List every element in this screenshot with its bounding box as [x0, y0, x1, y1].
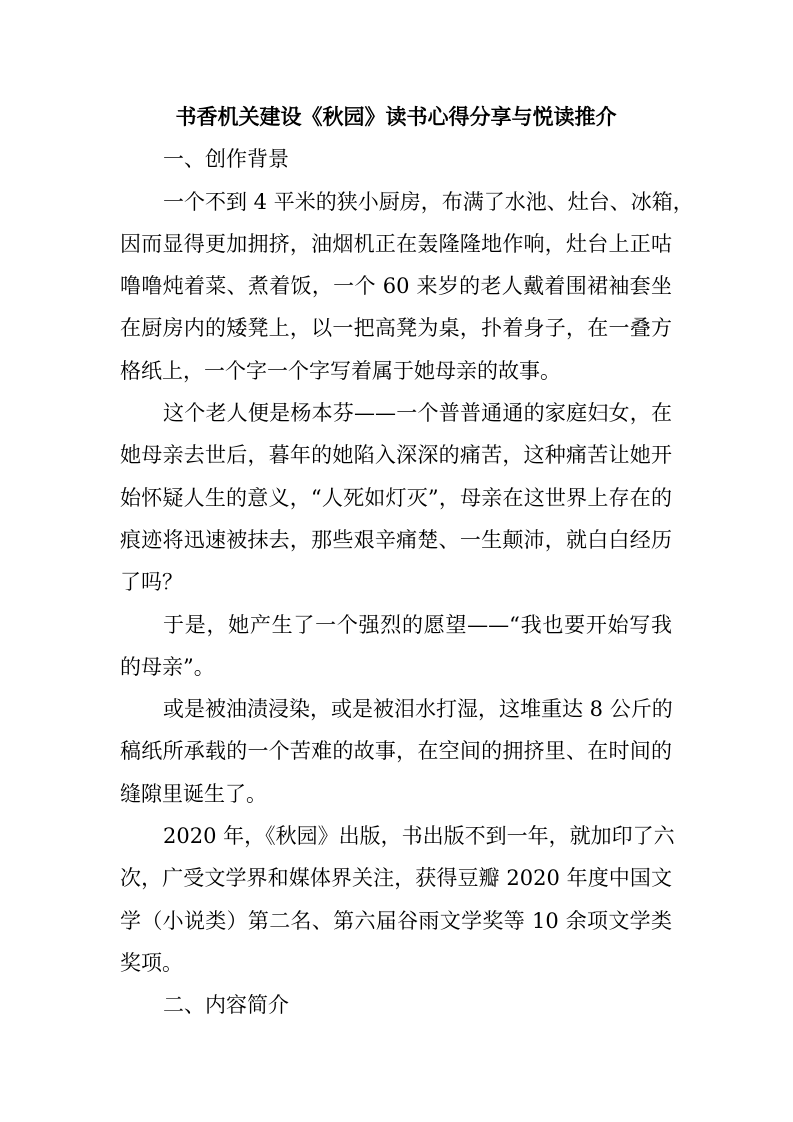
section-heading: 二、内容简介	[163, 993, 289, 1018]
paragraph-line: 或是被油渍浸染，或是被泪水打湿，这堆重达 8 公斤的	[163, 697, 673, 722]
paragraph	[120, 181, 694, 392]
paragraph-line: 痕迹将迅速被抹去，那些艰辛痛楚、一生颠沛，就白白经历	[120, 527, 672, 552]
paragraph-line: 她母亲去世后，暮年的她陷入深深的痛苦，这种痛苦让她开	[120, 443, 672, 468]
paragraph-line: 了吗？	[120, 570, 183, 595]
paragraph-line: 奖项。	[120, 950, 183, 975]
paragraph	[120, 688, 672, 815]
paragraph-line: 缝隙里诞生了。	[120, 781, 267, 806]
paragraph-line: 噜噜炖着菜、煮着饭，一个 60 来岁的老人戴着围裙袖套坐	[120, 274, 672, 299]
document-body	[120, 96, 694, 1027]
section-heading: 一、创作背景	[163, 147, 289, 172]
paragraph-line: 始怀疑人生的意义，“人死如灯灭”，母亲在这世界上存在的	[120, 485, 672, 510]
paragraph	[120, 392, 672, 603]
document-title: 书香机关建设《秋园》读书心得分享与悦读推介	[175, 104, 617, 129]
paragraph-line: 学（小说类）第二名、第六届谷雨文学奖等 10 余项文学类	[120, 908, 672, 933]
paragraph-line: 于是，她产生了一个强烈的愿望——“我也要开始写我	[163, 612, 672, 637]
paragraph-line: 一个不到 4 平米的狭小厨房，布满了水池、灶台、冰箱，	[163, 189, 694, 214]
paragraph	[120, 815, 675, 984]
paragraph-line: 因而显得更加拥挤，油烟机正在轰隆隆地作响，灶台上正咕	[120, 231, 672, 256]
paragraph-line: 在厨房内的矮凳上，以一把高凳为桌，扑着身子，在一叠方	[120, 316, 672, 341]
paragraph-line: 的母亲”。	[120, 654, 215, 679]
paragraph-line: 次，广受文学界和媒体界关注，获得豆瓣 2020 年度中国文	[120, 866, 672, 891]
paragraph-line: 格纸上，一个字一个字写着属于她母亲的故事。	[120, 358, 561, 383]
paragraph-line: 稿纸所承载的一个苦难的故事，在空间的拥挤里、在时间的	[120, 739, 672, 764]
paragraph-line: 这个老人便是杨本芬——一个普普通通的家庭妇女，在	[163, 401, 672, 426]
paragraph	[120, 604, 672, 689]
paragraph-line: 2020 年，《秋园》出版，书出版不到一年，就加印了六	[163, 824, 675, 849]
